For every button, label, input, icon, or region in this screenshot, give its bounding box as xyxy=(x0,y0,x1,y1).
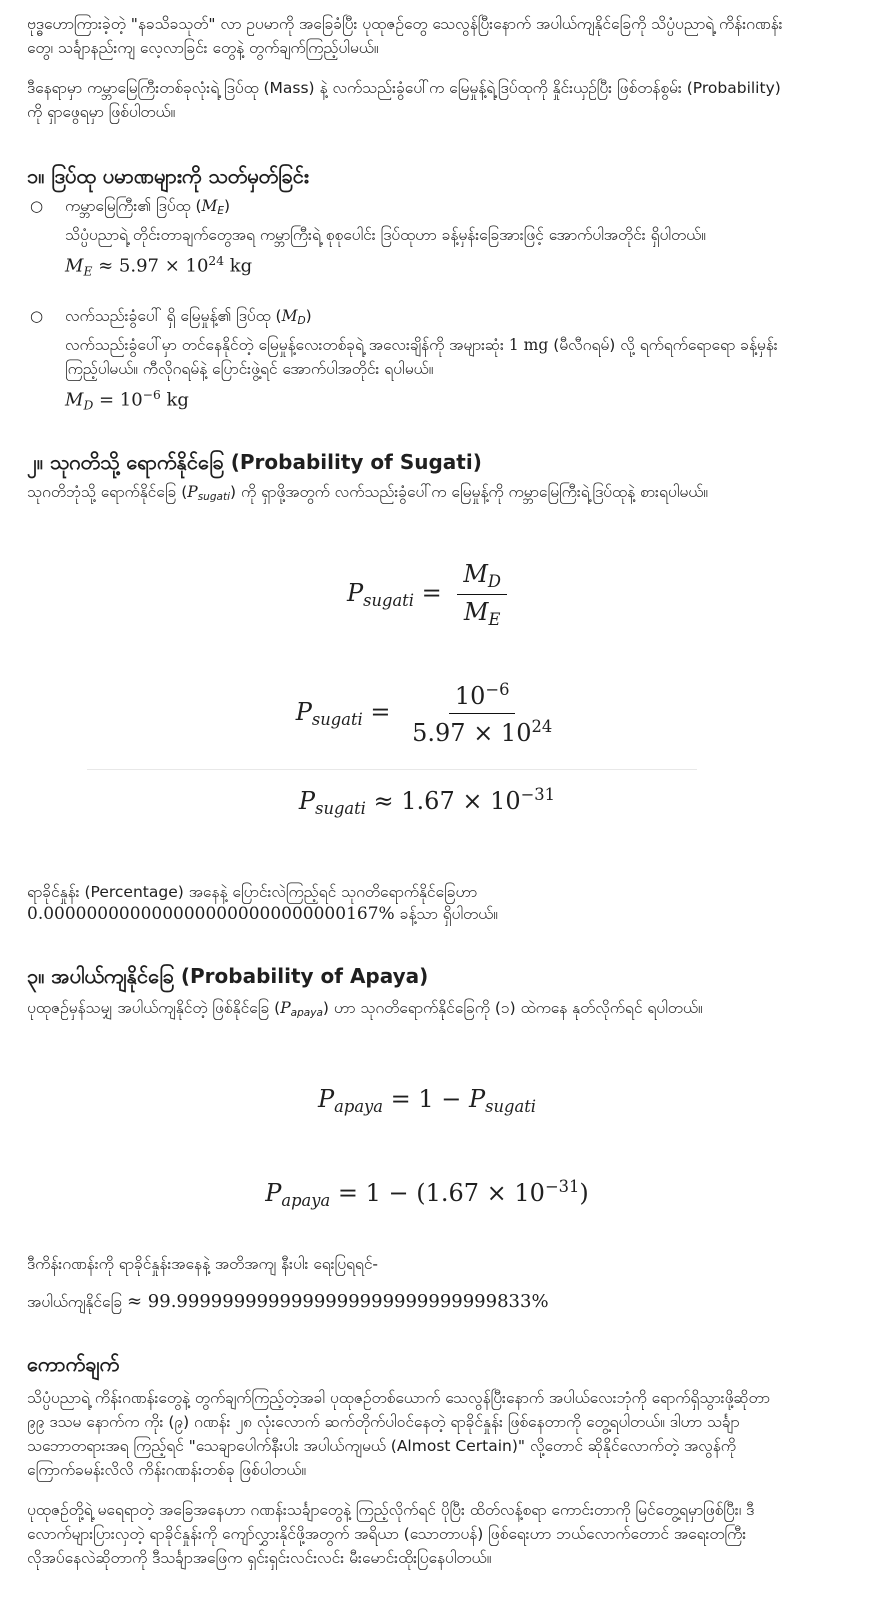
conclusion-paragraph-1: သိပ္ပံပညာရဲ့ ကိန်းဂဏန်းတွေနဲ့ တွက်ချက်ကြည့်တဲ့အခါ ပုထုဇဉ်တစ်ယောက် သေလွန်ပြီးနောက် အပါယ်လေးဘုံကို ရောက်ရှိသွားဖို့ဆိုတာ ၉၉ ဒသမ နောက်က ကိုး (၉) ဂဏန်း ၂၈ လုံးလောက် ဆက်တိုက်ပါဝင်နေတဲ့ ရာခိုင်နှုန်း ဖြစ်နေတာကို တွေ့ရပါတယ်။ ဒါဟာ သင်္ချာသဘောတရားအရ ကြည့်ရင် "သေချာပေါက်နီးပါး အပါယ်ကျမယ် (Almost Certain)" လို့တောင် ဆိုနိုင်လောက်တဲ့ အလွန်ကို ကြောက်ခမန်းလိလိ ကိန်းဂဏန်းတစ်ခု ဖြစ်ပါတယ်။ xyxy=(27,1389,770,1479)
section-3-heading: ၃။ အပါယ်ကျနိုင်ခြေ (Probability of Apaya) xyxy=(27,964,429,988)
intro-paragraph-2: ဒီနေရာမှာ ကမ္ဘာမြေကြီးတစ်ခုလုံးရဲ့ ဒြပ်ထု (Mass) နဲ့ လက်သည်းခွံပေါ်က မြေမှုန့်ရဲ့ဒြပ်ထုကို နှိုင်းယှဉ်ပြီး ဖြစ်တန်စွမ်း (Probability) ကို ရှာဖွေရမှာ ဖြစ်ပါတယ်။ xyxy=(27,79,781,121)
equation-sugati-result: $P_{sugati} \approx 1.67 \times 10^{-31}$ xyxy=(298,785,556,818)
dust-mass-value: $M_D = 10^{-6}$ kg xyxy=(65,388,189,413)
bullet-dust-mass xyxy=(27,304,787,420)
divider xyxy=(87,769,697,770)
intro-paragraph-1: ဗုဒ္ဓဟောကြားခဲ့တဲ့ "နခသိခသုတ်" လာ ဥပမာကို အခြေခံပြီး ပုထုဇဉ်တွေ သေလွန်ပြီးနောက် အပါယ်ကျနိုင်ခြေကို သိပ္ပံပညာရဲ့ ကိန်းဂဏန်းတွေ၊ သင်္ချာနည်းကျ လေ့လာခြင်း တွေနဲ့ တွက်ချက်ကြည့်ပါမယ်။ xyxy=(27,15,783,57)
sugati-percentage-text: ရာခိုင်နှုန်း (Percentage) အနေနဲ့ ပြောင်းလဲကြည့်ရင် သုဂတိရောက်နိုင်ခြေဟာ xyxy=(27,883,478,901)
sugati-percentage-value: 0.0000000000000000000000000000167% ခန့်သာ ရှိပါတယ်။ xyxy=(27,904,498,924)
equation-sugati-substituted: $P_{sugati}$ = $\frac{10^{-6}}{5.97 \times 10^{24}}$ xyxy=(295,680,553,747)
bullet-title: လက်သည်းခွံပေါ် ရှိ မြေမှုန့်၏ ဒြပ်ထု $(M_D)$ xyxy=(65,307,312,328)
bullet-marker: ○ xyxy=(30,307,44,325)
bullet-earth-mass xyxy=(27,194,787,286)
equation-sugati-ratio: $P_{sugati}$ = $\frac{M_D}{M_E}$ xyxy=(27,560,827,629)
bullet-text: သိပ္ပံပညာရဲ့ တိုင်းတာချက်တွေအရ ကမ္ဘာကြီးရဲ့ စုစုပေါင်း ဒြပ်ထုဟာ ခန့်မှန်းခြေအားဖြင့် အောက်ပါအတိုင်း ရှိပါတယ်။ xyxy=(65,226,706,245)
section-3-text: ပုထုဇဉ်မှန်သမျှ အပါယ်ကျနိုင်တဲ့ ဖြစ်နိုင်ခြေ $(P_{apaya})$ ဟာ သုဂတိရောက်နိုင်ခြေကို (၁) ထဲကနေ နုတ်လိုက်ရင် ရပါတယ်။ xyxy=(27,999,703,1020)
earth-mass-value: $M_E \approx 5.97 \times 10^{24}$ kg xyxy=(65,254,253,279)
bullet-title: ကမ္ဘာမြေကြီး၏ ဒြပ်ထု $(M_E)$ xyxy=(65,197,231,218)
bullet-marker: ○ xyxy=(30,197,44,215)
section-2-text: သုဂတိဘုံသို့ ရောက်နိုင်ခြေ $(P_{sugati})$ ကို ရှာဖို့အတွက် လက်သည်းခွံပေါ်က မြေမှုန့်ကို ကမ္ဘာမြေကြီးရဲ့ဒြပ်ထုနဲ့ စားရပါမယ်။ xyxy=(27,483,708,504)
bullet-text: လက်သည်းခွံပေါ်မှာ တင်နေနိုင်တဲ့ မြေမှုန့်လေးတစ်ခုရဲ့ အလေးချိန်ကို အများဆုံး 1 mg (မီလီဂရမ်) လို့ ရက်ရက်ရောရော ခန့်မှန်းကြည့်ပါမယ်။ ကီလိုဂရမ်နဲ့ ပြောင်းဖွဲ့ရင် အောက်ပါအတိုင်း ရပါမယ်။ xyxy=(65,336,778,379)
equation-apaya-formula: $P_{apaya} = 1 - P_{sugati}$ xyxy=(318,1085,536,1116)
section-1-heading: ၁။ ဒြပ်ထု ပမာဏများကို သတ်မှတ်ခြင်း xyxy=(27,164,309,188)
conclusion-paragraph-2: ပုထုဇဉ်တို့ရဲ့ မရေရာတဲ့ အခြေအနေဟာ ဂဏန်းသင်္ချာတွေနဲ့ ကြည့်လိုက်ရင် ပိုပြီး ထိတ်လန့်စရာ ကောင်းတာကို မြင်တွေ့ရမှာဖြစ်ပြီး၊ ဒီလောက်များပြားလှတဲ့ ရာခိုင်နှုန်းကို ကျော်လွှားနိုင်ဖို့အတွက် အရိယာ (သောတာပန်) ဖြစ်ရေးဟာ ဘယ်လောက်တောင် အရေးတကြီး လိုအပ်နေလဲဆိုတာကို ဒီသင်္ချာအဖြေက ရှင်းရှင်းလင်းလင်း မီးမောင်းထိုးပြနေပါတယ်။ xyxy=(27,1501,755,1567)
apaya-final-value: အပါယ်ကျနိုင်ခြေ ≈ 99.9999999999999999999999999999833% xyxy=(27,1291,549,1312)
equation-apaya-substituted: $P_{apaya} = 1 - (1.67 \times 10^{-31})$ xyxy=(265,1177,589,1210)
apaya-percentage-text: ဒီကိန်းဂဏန်းကို ရာခိုင်နှုန်းအနေနဲ့ အတိအကျ နီးပါး ရေးပြရရင်- xyxy=(27,1255,379,1273)
conclusion-heading: ကောက်ချက် xyxy=(27,1352,120,1376)
section-2-heading: ၂။ သုဂတိသို့ ရောက်နိုင်ခြေ (Probability of Sugati) xyxy=(27,450,482,474)
